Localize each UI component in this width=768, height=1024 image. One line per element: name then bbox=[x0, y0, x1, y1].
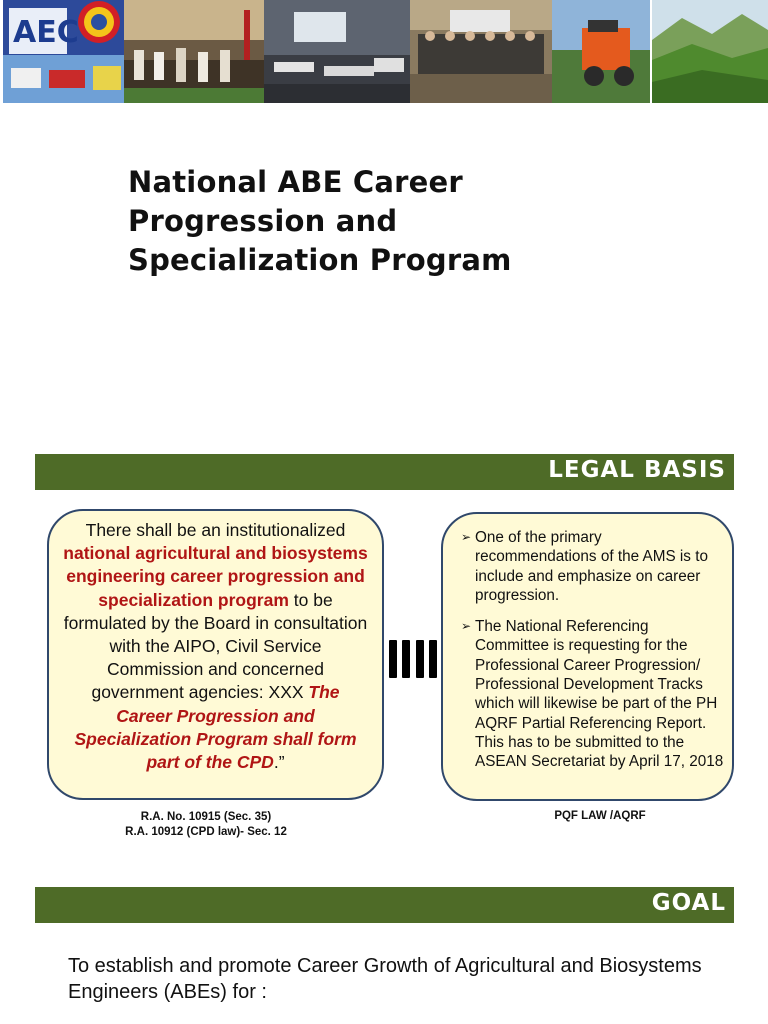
hills-landscape-photo bbox=[652, 0, 768, 103]
quote-text-3: .” bbox=[273, 752, 285, 773]
list-item bbox=[463, 617, 724, 771]
goal-heading: GOAL bbox=[651, 890, 726, 916]
quote-text-1: There shall be an institutionalized bbox=[85, 520, 346, 540]
title-line-1: National ABE Career bbox=[128, 165, 463, 199]
pqf-aqrf-box bbox=[441, 512, 734, 801]
aec-asean-logo-photo bbox=[3, 0, 126, 103]
group-photo bbox=[410, 0, 552, 103]
conference-hall-photo bbox=[124, 0, 264, 103]
legal-basis-quote-box bbox=[47, 509, 384, 800]
pqf-caption: PQF LAW /AQRF bbox=[554, 810, 646, 822]
legal-basis-heading: LEGAL BASIS bbox=[548, 457, 726, 483]
legal-basis-quote bbox=[63, 519, 368, 774]
goal-statement: To establish and promote Career Growth of Agricultural and Biosystems Engineers (ABEs) for : bbox=[68, 955, 702, 1003]
divider-bars-icon bbox=[389, 640, 437, 678]
bullet-text: One of the primary recommendations of the AMS is to include and emphasize on career progression. bbox=[475, 529, 708, 604]
citation-ra-10915: R.A. No. 10915 (Sec. 35) bbox=[140, 811, 272, 823]
legal-citation-caption bbox=[98, 810, 314, 840]
photo-banner bbox=[0, 0, 768, 106]
page-title bbox=[128, 163, 688, 280]
legal-basis-header bbox=[35, 454, 734, 490]
arrow-bullet-icon: ➢ bbox=[461, 619, 472, 634]
harvester-photo bbox=[552, 0, 650, 103]
title-line-2: Progression and bbox=[128, 204, 398, 238]
citation-ra-10912: R.A. 10912 (CPD law)- Sec. 12 bbox=[125, 826, 287, 838]
quote-text-2: to be formulated by the Board in consultation with the AIPO, Civil Service Commission and concerned government agencies: XXX bbox=[63, 589, 368, 703]
svg-text:AEC: AEC bbox=[13, 15, 79, 50]
quote-emphasis-program: national agricultural and biosystems engineering career progression and specialization program bbox=[63, 543, 368, 610]
meeting-room-photo bbox=[264, 0, 410, 103]
pqf-bullet-list bbox=[463, 528, 724, 772]
arrow-bullet-icon: ➢ bbox=[461, 530, 472, 544]
title-line-3: Specialization Program bbox=[128, 243, 512, 277]
goal-header bbox=[35, 887, 734, 923]
bullet-text: The National Referencing Committee is requesting for the Professional Career Progression/ Professional Development Tracks which will likewise be part of the PH AQRF Partial Referencing Report. This has to be submitted to the ASEAN Secretariat by April 17, 2018 bbox=[475, 618, 724, 771]
list-item bbox=[463, 528, 724, 605]
quote-emphasis-cpd: The Career Progression and Specialization Program shall form part of the CPD bbox=[74, 682, 357, 773]
